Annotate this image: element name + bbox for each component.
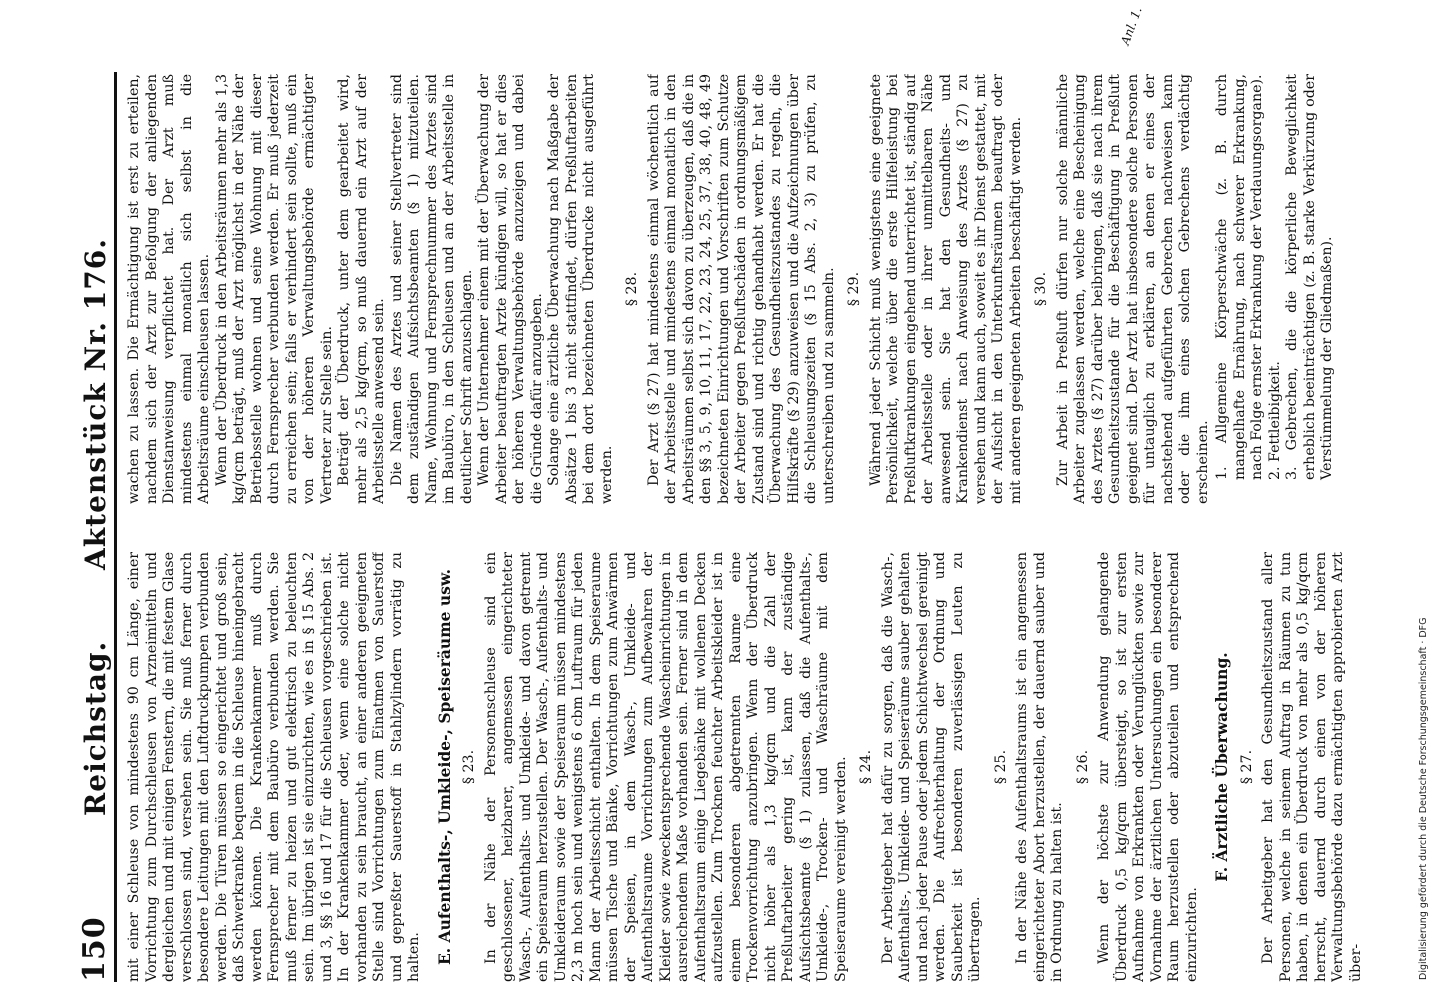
paragraph-number: § 27.	[1238, 749, 1255, 785]
page-number: 150	[77, 916, 112, 982]
paragraph: In der Nähe der Personenschleuse sind ein geschlossener, heizbarer, angemessen eingerichteter Wasch-, Aufenthalts- und Umkleide- und davon getrennt ein Speiseraum herzustellen. Der Wasch-, Aufenthalts- und Umkleideraum sowie der Speiseraum müssen mindestens 2,3 m hoch sein und wenigstens 6 cbm Luftraum für jeden Mann der Arbeitsschicht enthalten. In dem Speiseraume müssen Tische und Bänke, Vorrichtungen zum Anwärmen der Speisen, in dem Wasch-, Umkleide- und Aufenthaltsraume Vorrichtungen zum Aufbewahren der Kleider sowie zweckentsprechende Wascheinrichtungen in ausreichendem Maße vorhanden sein. Ferner sind in dem Aufenthaltsraum einige Liegebänke mit wollenen Decken aufzustellen. Zum Trocknen feuchter Arbeitskleider ist in einem besonderen abgetrennten Raume eine Trockenvorrichtung anzubringen. Wenn der Überdruck nicht höher als 1,3 kg/qcm und die Zahl der Preßluftarbeiter gering ist, kann der zuständige Aufsichtsbeamte (§ 1) zulassen, daß die Aufenthalts-, Umkleide-, Trocken- und Waschräume mit dem Speiseraume vereinigt werden.	[482, 552, 849, 982]
paragraph: Der Arzt (§ 27) hat mindestens einmal wöchentlich auf der Arbeitsstelle und mindestens einmal monatlich in den Arbeitsräumen selbst sich davon zu überzeugen, daß die in den §§ 3, 5, 9, 10, 11, 17, 22, 23, 24, 25, 37, 38, 40, 48, 49 bezeichneten Einrichtungen und Vorschriften zum Schutze der Arbeiter gegen Preßluftschäden in ordnungsmäßigem Zustand sind und richtig gehandhabt werden. Er hat die Überwachung des Gesundheitszustandes zu regeln, die Hilfskräfte (§ 29) anzuweisen und die Aufzeichnungen über die Schleusungszeiten (§ 15 Abs. 2, 3) zu prüfen, zu unterschreiben und zu sammeln.	[645, 74, 837, 504]
paragraph: Wenn der Unternehmer einem mit der Überwachung der Arbeiter beauftragten Arzte kündigen will, so hat er dies der höheren Verwaltungsbehörde anzuzeigen und dabei die Gründe dafür anzugeben.	[476, 74, 545, 504]
paragraph: Wenn der Überdruck in den Arbeitsräumen mehr als 1,3 kg/qcm beträgt, muß der Arzt möglichst in der Nähe der Betriebsstelle wohnen und seine Wohnung mit dieser durch Fernsprecher verbunden werden. Er muß jederzeit zu erreichen sein; falls er verhindert sein sollte, muß ein von der höheren Verwaltungsbehörde ermächtigter Vertreter zur Stelle sein.	[213, 74, 335, 504]
section-heading-f: F. Ärztliche Überwachung.	[1212, 652, 1231, 882]
list-item: 3. Gebrechen, die die körperliche Beweglichkeit erheblich beeinträchtigen (z. B. starke Verkürzung oder Verstümmelung der Gliedmaßen).	[1284, 74, 1335, 480]
header-reichstag: Reichstag.	[79, 640, 112, 816]
paragraph: Während jeder Schicht muß wenigstens eine geeignete Persönlichkeit, welche über die erste Hilfeleistung bei Preßluftkrankungen eingehend unterrichtet ist, ständig auf der Arbeitsstelle oder in ihrer unmittelbaren Nähe anwesend sein. Sie hat den Gesundheits- und Krankendienst nach Anweisung des Arztes (§ 27) zu versehen und kann auch, soweit es ihr Dienst gestattet, mit der Aufsicht in den Unterkunftsräumen beauftragt oder mit anderen geeigneten Arbeiten beschäftigt werden.	[867, 74, 1024, 504]
paragraph-number: § 25.	[992, 749, 1009, 785]
paragraph: mit einer Schleuse von mindestens 90 cm Länge, einer Vorrichtung zum Durchschleusen von Arzneimitteln und dergleichen und mit einigen Fenstern, die mit festem Glase verschlossen sind, versehen sein. Sie muß ferner durch besondere Leitungen mit den Luftdruckpumpen verbunden werden. Die Türen müssen so eingerichtet und groß sein, daß Schwerkranke bequem in die Schleuse hineingebracht werden können. Die Krankenkammer muß durch Fernsprecher mit dem Baubüro verbunden werden. Sie muß ferner zu heizen und gut elektrisch zu beleuchten sein. Im übrigen ist sie einzurichten, wie es in § 15 Abs. 2 und 3, §§ 16 und 17 für die Schleusen vorgeschrieben ist. In der Krankenkammer oder, wenn eine solche nicht vorhanden zu sein braucht, an einer anderen geeigneten Stelle sind Vorrichtungen zum Einatmen von Sauerstoff und gepreßter Sauerstoff in Stahlzylindern vorrätig zu halten.	[126, 552, 422, 982]
paragraph-number: § 26.	[1074, 749, 1091, 785]
header-title	[79, 72, 112, 982]
left-column	[126, 552, 1394, 982]
paragraph: In der Nähe des Aufenthaltsraums ist ein angemessen eingerichteter Abort herzustellen, der dauernd sauber und in Ordnung zu halten ist.	[1014, 552, 1065, 982]
paragraph: Zur Arbeit in Preßluft dürfen nur solche männliche Arbeiter zugelassen werden, welche eine Bescheinigung des Arztes (§ 27) darüber beibringen, daß sie nach ihrem Gesundheitszustande für die Beschäftigung in Preßluft geeignet sind. Der Arzt hat insbesondere solche Personen für untauglich zu erklären, an denen er eines der nachstehend aufgeführten Gebrechen nachweisen kann oder die ihm eines solchen Gebrechens verdächtig erscheinen.	[1054, 74, 1211, 504]
list-item: 2. Fettleibigkeit.	[1266, 361, 1283, 480]
right-column	[126, 74, 1394, 504]
rotated-page	[66, 72, 1396, 982]
paragraph-number: § 30.	[1033, 271, 1049, 307]
section-heading-e: E. Aufenthalts-, Umkleide-, Speiseräume usw.	[434, 568, 454, 966]
disqualification-list	[1214, 74, 1337, 504]
paragraph: Der Arbeitgeber hat dafür zu sorgen, daß die Wasch-, Aufenthalts-, Umkleide- und Speiseräume sauber gehalten und nach jeder Pause oder jedem Schichtwechsel gereinigt werden. Die Aufrechterhaltung der Ordnung und Sauberkeit ist besonderen zuverlässigen Leuten zu übertragen.	[879, 552, 983, 982]
list-item: 1. Allgemeine Körperschwäche (z. B. durch mangelhafte Ernährung, nach schwerer Erkrankung, nach Folge ernster Erkrankung der Verdauungsorgane).	[1214, 74, 1265, 480]
paragraph-number: § 29.	[846, 271, 862, 307]
paragraph-number: § 28.	[624, 271, 640, 307]
paragraph: Wenn der höchste zur Anwendung gelangende Überdruck 0,5 kg/qcm übersteigt, so ist zur ersten Aufnahme von Erkrankten oder Verunglückten sowie zur Vornahme der ärztlichen Untersuchungen ein besonderer Raum herzustellen oder abzuteilen und entsprechend einzurichten.	[1096, 552, 1200, 982]
page-header	[66, 72, 117, 982]
paragraph: Beträgt der Überdruck, unter dem gearbeitet wird, mehr als 2,5 kg/qcm, so muß dauernd ein Arzt auf der Arbeitsstelle anwesend sein.	[336, 74, 387, 504]
paragraph-number: § 24.	[858, 749, 874, 785]
paragraph: wachen zu lassen. Die Ermächtigung ist erst zu erteilen, nachdem sich der Arzt zur Befolgung der anliegenden Dienstanweisung verpflichtet hat. Der Arzt muß mindestens einmal monatlich sich selbst in die Arbeitsräume einschleusen lassen.	[126, 74, 212, 504]
paragraph: Die Namen des Arztes und seiner Stellvertreter sind dem zuständigen Aufsichtsbeamten (§ 1) mitzuteilen. Name, Wohnung und Fernsprechnummer des Arztes sind im Baubüro, in den Schleusen und an der Arbeitsstelle in deutlicher Schrift anzuschlagen.	[388, 74, 475, 504]
digitization-credit: Digitalisierung gefördert durch die Deutsche Forschungsgemeinschaft · DFG	[1418, 617, 1429, 980]
paragraph: Solange eine ärztliche Überwachung nach Maßgabe der Absätze 1 bis 3 nicht stattfindet, dürfen Preßluftarbeiten bei dem dort bezeichneten Überdrucke nicht ausgeführt werden.	[546, 74, 615, 504]
paragraph-number: § 23.	[461, 749, 477, 785]
header-document-number: Aktenstück Nr. 176.	[79, 238, 112, 570]
paragraph: Der Arbeitgeber hat den Gesundheitszustand aller Personen, welche in seinem Auftrag in Räumen zu tun haben, in denen ein Überdruck von mehr als 0,5 kg/qcm herrscht, dauernd durch einen von der höheren Verwaltungsbehörde dazu ermächtigten approbierten Arzt über-	[1260, 552, 1364, 982]
margin-note: Anl. 1.	[1118, 5, 1145, 47]
